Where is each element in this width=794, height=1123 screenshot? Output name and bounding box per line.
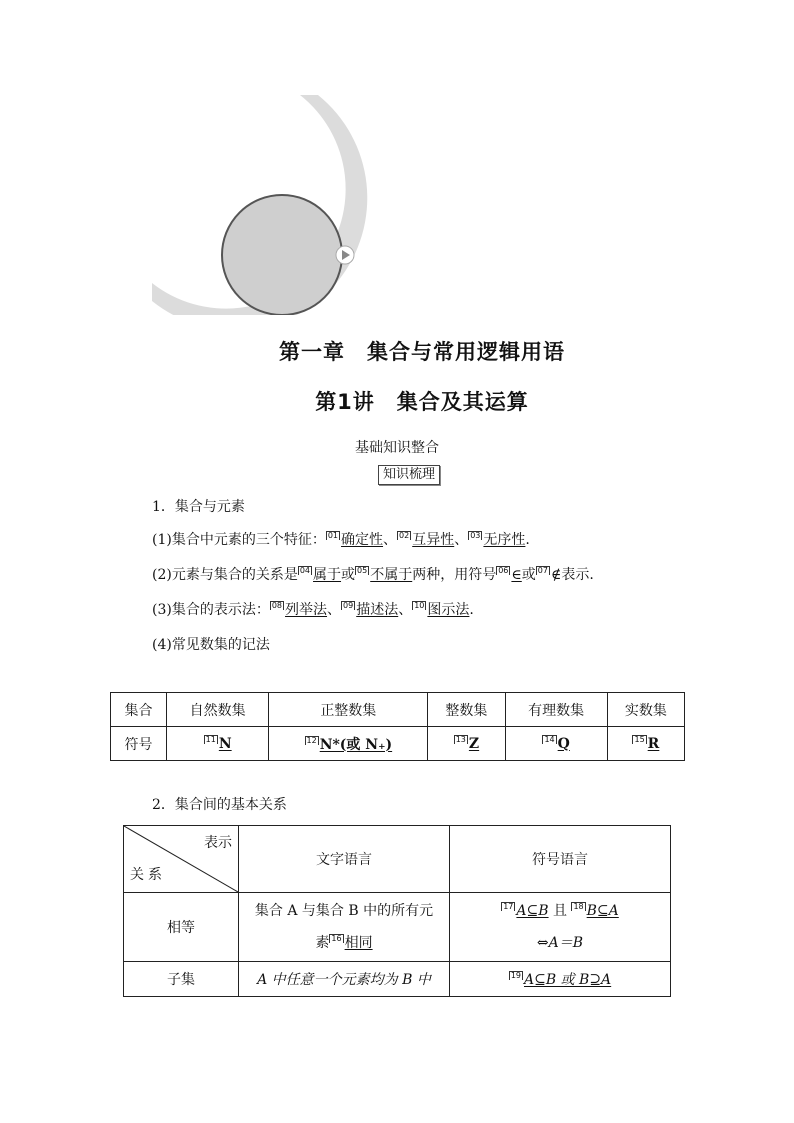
answer-blank: B⊆A: [586, 903, 619, 919]
table-cell: [505, 727, 607, 761]
table-row-label: 符号: [111, 727, 167, 761]
blank-number: 01: [327, 531, 339, 540]
table-header-cell: 自然数集: [167, 693, 269, 727]
blank-number: 15: [634, 734, 645, 744]
line-3-representations: (3)集合的表示法： 08 列举法、 09 描述法、 10 图示法.: [152, 601, 474, 618]
corner-top-label: 表示: [204, 835, 232, 851]
answer-blank: 相同: [344, 935, 373, 951]
blank-number: 17: [503, 902, 514, 911]
table-cell: [450, 962, 671, 997]
answer-blank: 描述法: [356, 602, 399, 618]
answer-blank: R: [647, 735, 660, 752]
table-cell: [607, 727, 684, 761]
answer-blank: N: [218, 735, 232, 752]
answer-blank: Z: [468, 735, 480, 752]
blank-number: 09: [343, 601, 354, 610]
line-2-relations: (2)元素与集合的关系是 04 属于或 05 不属于两种，用符号 06 ∈或 07 ∉表示.: [152, 566, 594, 583]
answer-blank: A⊆B 或 B⊇A: [524, 972, 612, 988]
answer-blank: 互异性: [412, 532, 455, 548]
table-corner-cell: [124, 826, 239, 893]
table-header-cell: 实数集: [607, 693, 684, 727]
table-header-cell: 有理数集: [505, 693, 607, 727]
answer-blank: ∉: [550, 567, 562, 583]
blank-number: 19: [510, 971, 521, 980]
blank-number: 12: [306, 735, 317, 745]
table-row-label: 相等: [124, 893, 239, 962]
table-cell: [167, 727, 269, 761]
decorative-circle-graphic: [140, 95, 380, 315]
section-title: 基础知识整合: [355, 440, 439, 456]
blank-number: 08: [271, 601, 283, 610]
table-row: [124, 893, 671, 962]
table-cell: 17 A⊆B 且 18 B⊆A ⇔A＝B: [450, 893, 671, 962]
answer-blank: A⊆B: [516, 903, 549, 919]
answer-blank: Q: [557, 735, 570, 752]
answer-blank: ∈: [511, 567, 522, 583]
table-cell: [428, 727, 505, 761]
answer-blank: 图示法: [427, 602, 470, 618]
line-1-features: (1)集合中元素的三个特征： 01 确定性、 02 互异性、 03 无序性.: [152, 531, 530, 548]
blank-number: 03: [470, 531, 481, 540]
table-row-label: 子集: [124, 962, 239, 997]
number-sets-table: [110, 692, 685, 761]
blank-number: 10: [414, 601, 425, 610]
table-header-cell: 文字语言: [239, 826, 450, 893]
blank-number: 16: [331, 934, 342, 943]
blank-number: 04: [299, 566, 311, 575]
table-header-cell: 整数集: [428, 693, 505, 727]
table-row: [111, 693, 685, 727]
table-row: [111, 727, 685, 761]
blank-number: 13: [455, 734, 466, 744]
blank-number: 05: [357, 566, 368, 575]
table-cell: 集合 A 与集合 B 中的所有元 素 16 相同: [239, 893, 450, 962]
set-relations-table: [123, 825, 671, 997]
blank-number: 11: [205, 734, 216, 744]
answer-blank: 确定性: [341, 532, 384, 548]
blank-number: 14: [544, 734, 555, 744]
blank-number: 02: [399, 531, 410, 540]
blank-number: 06: [498, 566, 509, 575]
knowledge-box-label: 知识梳理: [378, 465, 440, 485]
answer-blank: 列举法: [285, 602, 328, 618]
table-row: [124, 826, 671, 893]
blank-number: 18: [573, 902, 584, 911]
table-header-cell: 正整数集: [269, 693, 428, 727]
section-1-heading: 1．集合与元素: [152, 499, 245, 515]
table-row: [124, 962, 671, 997]
table-cell: [269, 727, 428, 761]
answer-blank: N*(或 N₊): [319, 736, 393, 753]
answer-blank: 无序性: [483, 532, 526, 548]
lesson-title: 第1讲 集合及其运算: [315, 390, 529, 414]
blank-number: 07: [537, 566, 548, 575]
answer-blank: 属于: [313, 567, 342, 583]
line-4-number-sets: (4)常见数集的记法: [152, 637, 270, 653]
table-cell: A 中任意一个元素均为 B 中: [239, 962, 450, 997]
table-header-cell: 符号语言: [450, 826, 671, 893]
answer-blank: 不属于: [370, 567, 413, 583]
corner-bottom-label: 关系: [130, 867, 166, 883]
chapter-title: 第一章 集合与常用逻辑用语: [279, 340, 565, 364]
section-2-heading: 2．集合间的基本关系: [152, 797, 287, 813]
table-header-cell: 集合: [111, 693, 167, 727]
